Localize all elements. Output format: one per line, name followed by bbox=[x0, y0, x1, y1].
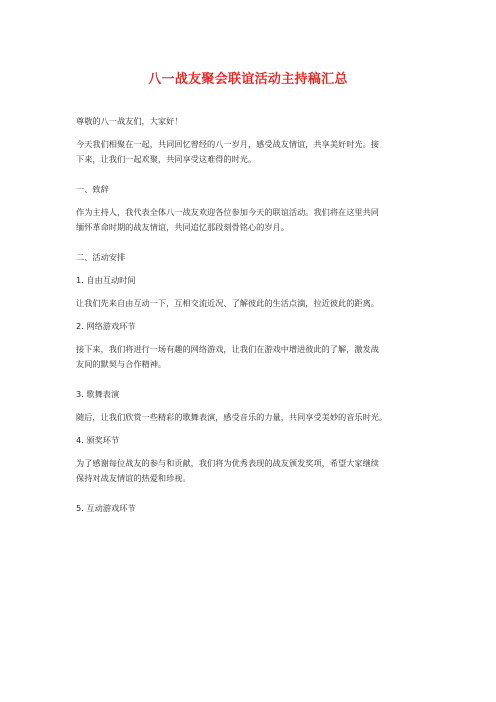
item-body-online-game-2: 友间的默契与合作精神。 bbox=[76, 359, 167, 369]
speech-line-2: 缅怀革命时期的战友情谊，共同追忆那段刻骨铭心的岁月。 bbox=[76, 222, 289, 232]
item-title-awards: 4. 颁奖环节 bbox=[76, 435, 120, 445]
intro-line-1: 今天我们相聚在一起，共同回忆曾经的八一岁月，感受战友情谊，共享美好时光。接 bbox=[76, 139, 379, 149]
section-heading-schedule: 二、活动安排 bbox=[76, 252, 126, 262]
speech-line-1: 作为主持人，我代表全体八一战友欢迎各位参加今天的联谊活动。我们将在这里共同 bbox=[76, 207, 379, 217]
item-title-online-game: 2. 网络游戏环节 bbox=[76, 321, 136, 331]
item-body-performance: 随后，让我们欣赏一些精彩的歌舞表演，感受音乐的力量，共同享受美妙的音乐时光。 bbox=[76, 412, 388, 422]
item-body-awards-2: 保持对战友情谊的热爱和珍视。 bbox=[76, 473, 191, 483]
item-title-performance: 3. 歌舞表演 bbox=[76, 389, 120, 399]
document-title: 八一战友聚会联谊活动主持稿汇总 bbox=[148, 72, 348, 87]
item-title-interactive-game: 5. 互动游戏环节 bbox=[76, 503, 136, 513]
item-body-awards-1: 为了感谢每位战友的参与和贡献，我们将为优秀表现的战友颁发奖项，希望大家继续 bbox=[76, 458, 379, 468]
section-heading-speech: 一、致辞 bbox=[76, 184, 109, 194]
item-body-online-game-1: 接下来，我们将进行一场有趣的网络游戏，让我们在游戏中增进彼此的了解，激发战 bbox=[76, 344, 379, 354]
greeting: 尊敬的八一战友们，大家好！ bbox=[76, 116, 183, 126]
item-title-free-interaction: 1. 自由互动时间 bbox=[76, 275, 136, 285]
intro-line-2: 下来，让我们一起欢聚，共同享受这难得的时光。 bbox=[76, 154, 257, 164]
item-body-free-interaction: 让我们先来自由互动一下，互相交流近况、了解彼此的生活点滴，拉近彼此的距离。 bbox=[76, 298, 379, 308]
